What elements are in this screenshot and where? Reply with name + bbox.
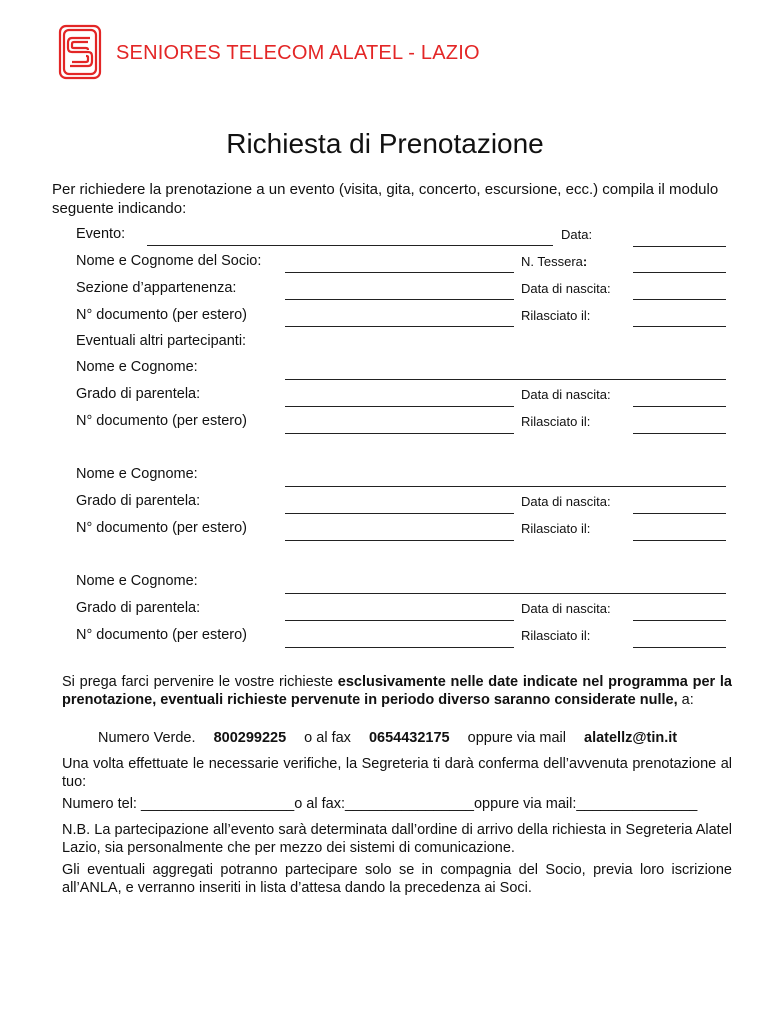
- p1-documento-field[interactable]: [285, 433, 514, 434]
- p1-rilasciato-label: Rilasciato il:: [521, 414, 591, 429]
- p2-nome-label: Nome e Cognome:: [76, 466, 198, 482]
- p2-grado-label: Grado di parentela:: [76, 493, 201, 509]
- verification-paragraph: Una volta effettuate le necessarie verifiche, la Segreteria ti darà conferma dell’avvenuta prenotazione al tuo:: [62, 756, 732, 790]
- p3-nome-field[interactable]: [285, 593, 726, 594]
- reply-contact-line: Numero tel: ___________________o al fax:________________oppure via mail:_______________: [62, 796, 698, 812]
- p2-grado-field[interactable]: [285, 513, 514, 514]
- numero-verde: 800299225: [213, 730, 287, 746]
- p1-nome-label: Nome e Cognome:: [76, 359, 198, 375]
- organization-name: SENIORES TELECOM ALATEL - LAZIO: [116, 42, 480, 64]
- rilasciato-label: Rilasciato il:: [521, 308, 591, 323]
- sezione-label: Sezione d’appartenenza:: [76, 280, 237, 296]
- seniores-s-logo-icon: [58, 24, 102, 80]
- p2-rilasciato-label: Rilasciato il:: [521, 521, 591, 536]
- rilasciato-field[interactable]: [633, 326, 726, 327]
- p2-nome-field[interactable]: [285, 486, 726, 487]
- page-title: Richiesta di Prenotazione: [226, 128, 544, 159]
- p3-documento-label: N° documento (per estero): [76, 627, 248, 643]
- p2-nascita-field[interactable]: [633, 513, 726, 514]
- p2-documento-label: N° documento (per estero): [76, 520, 248, 536]
- p2-nascita-label: Data di nascita:: [521, 494, 611, 509]
- fax-number: 0654432175: [368, 730, 450, 746]
- p3-documento-field[interactable]: [285, 647, 514, 648]
- p1-nome-field[interactable]: [285, 379, 726, 380]
- documento-label: N° documento (per estero): [76, 307, 248, 323]
- p3-rilasciato-field[interactable]: [633, 647, 726, 648]
- p1-documento-label: N° documento (per estero): [76, 413, 248, 429]
- tessera-field[interactable]: [633, 272, 726, 273]
- p3-nome-label: Nome e Cognome:: [76, 573, 198, 589]
- aggregati-paragraph: Gli eventuali aggregati potranno partecipare solo se in compagnia del Socio, previa loro iscrizione all’ANLA, e verranno inseriti in lista d’attesa dando la precedenza ai Soci.: [62, 862, 732, 896]
- nome-socio-field[interactable]: [285, 272, 514, 273]
- notice-paragraph: Si prega farci pervenire le vostre richieste esclusivamente nelle date indicate nel programma per la prenotazione, eventuali richieste pervenute in periodo diverso saranno considerate nulle, a:: [62, 674, 732, 708]
- p3-nascita-field[interactable]: [633, 620, 726, 621]
- p1-rilasciato-field[interactable]: [633, 433, 726, 434]
- sezione-field[interactable]: [285, 299, 514, 300]
- data-nascita-field[interactable]: [633, 299, 726, 300]
- altri-partecipanti-label: Eventuali altri partecipanti:: [76, 333, 247, 349]
- p3-nascita-label: Data di nascita:: [521, 601, 611, 616]
- data-nascita-label: Data di nascita:: [521, 281, 611, 296]
- data-field[interactable]: [633, 246, 726, 247]
- email-address: alatellz@tin.it: [584, 730, 678, 746]
- p2-documento-field[interactable]: [285, 540, 514, 541]
- contact-line: Numero Verde. 800299225 o al fax 0654432175 oppure via mail alatellz@tin.it: [98, 730, 678, 746]
- intro-text: Per richiedere la prenotazione a un evento (visita, gita, concerto, escursione, ecc.) compila il modulo seguente indicando:: [52, 181, 719, 217]
- p3-grado-label: Grado di parentela:: [76, 600, 201, 616]
- documento-field[interactable]: [285, 326, 514, 327]
- nome-socio-label: Nome e Cognome del Socio:: [76, 253, 262, 269]
- nb-paragraph: N.B. La partecipazione all’evento sarà determinata dall’ordine di arrivo della richiesta in Segreteria Alatel Lazio, sia personalmente che per mezzo dei sistemi di comunicazione.: [62, 822, 732, 856]
- p1-nascita-label: Data di nascita:: [521, 387, 611, 402]
- evento-label: Evento:: [76, 226, 126, 242]
- p1-nascita-field[interactable]: [633, 406, 726, 407]
- evento-field[interactable]: [147, 245, 553, 246]
- p1-grado-field[interactable]: [285, 406, 514, 407]
- p1-grado-label: Grado di parentela:: [76, 386, 201, 402]
- p3-grado-field[interactable]: [285, 620, 514, 621]
- data-label: Data:: [561, 227, 593, 242]
- p3-rilasciato-label: Rilasciato il:: [521, 628, 591, 643]
- p2-rilasciato-field[interactable]: [633, 540, 726, 541]
- tessera-label: N. Tessera:: [521, 254, 588, 269]
